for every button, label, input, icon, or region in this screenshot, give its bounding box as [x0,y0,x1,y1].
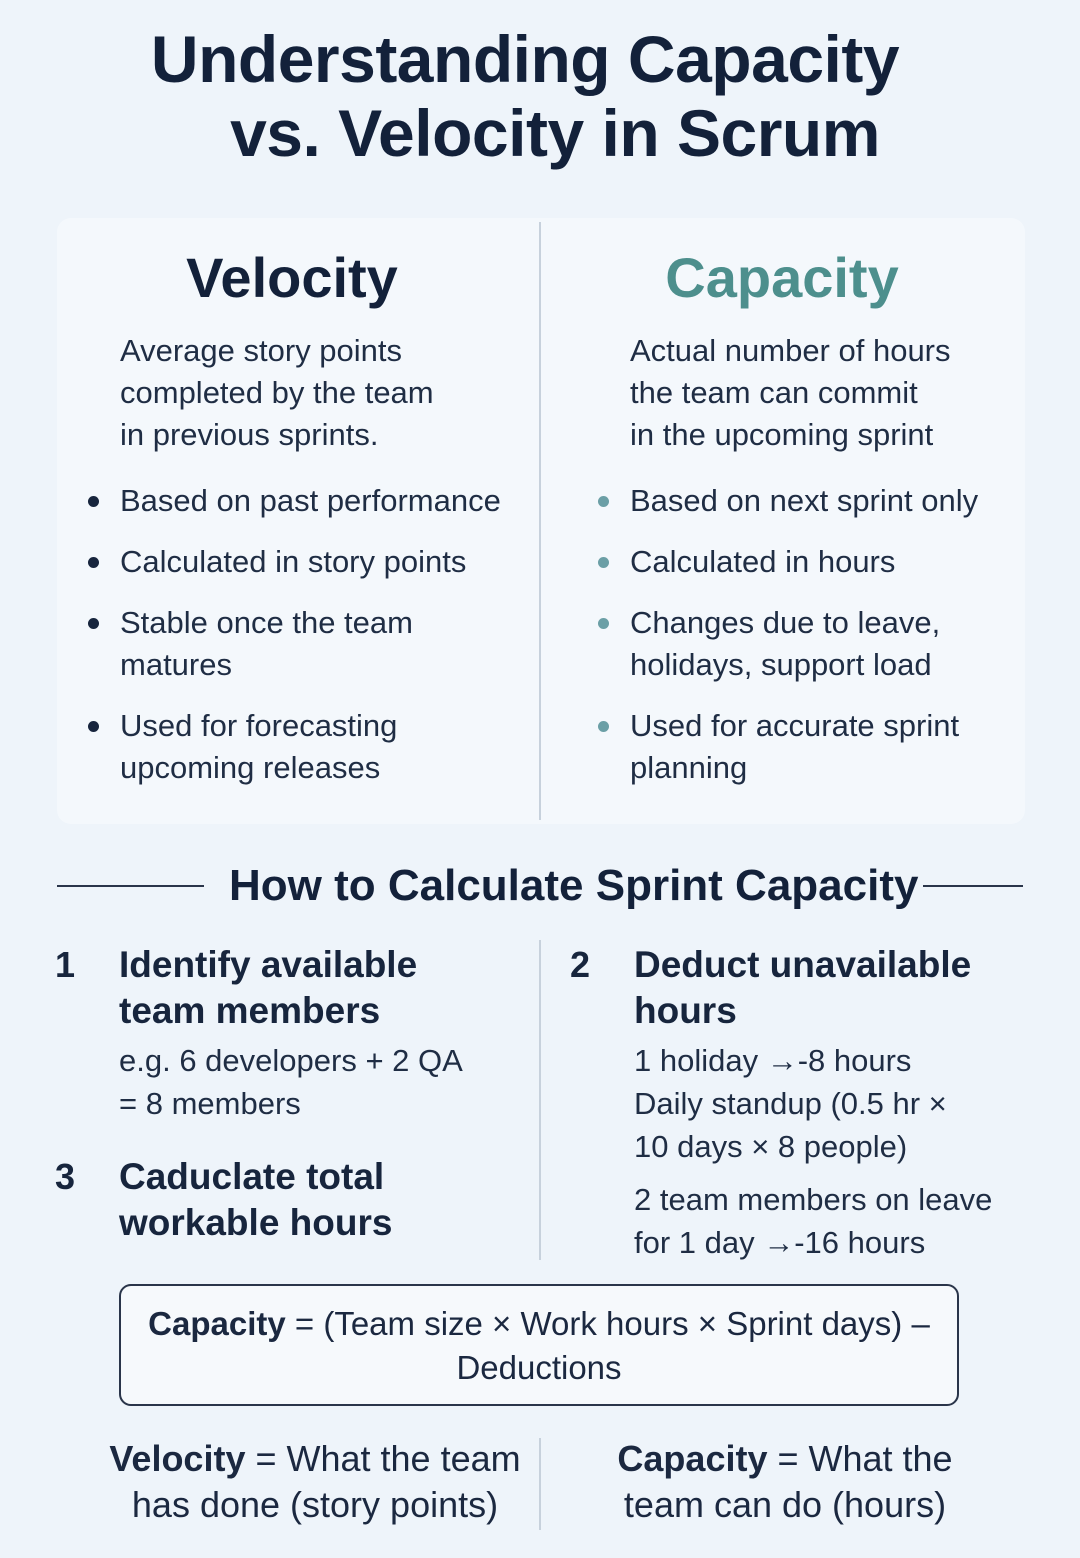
velocity-point: Stable once the team matures [57,602,530,686]
capacity-heading: Capacity [665,246,899,309]
comparison-divider [539,222,541,820]
step-body: e.g. 6 developers + 2 QA = 8 members [119,1043,463,1121]
bullet-icon [88,496,99,507]
step-heading: Deduct unavailable hours [634,944,972,1031]
velocity-heading: Velocity [186,246,398,309]
heading-rule-right [923,885,1023,887]
how-to-heading-text: How to Calculate Sprint Capacity [229,861,919,910]
step-number: 3 [55,1156,76,1197]
capacity-column [567,218,1025,808]
velocity-points [57,480,537,789]
step-heading: Identify available team members [119,944,418,1031]
step-body-extra: 2 team members on leave for 1 day →-16 hours [634,1182,993,1260]
title-line-2: vs. Velocity in Scrum [230,96,880,170]
comparison-card [57,218,1025,824]
formula-deductions: Deductions [456,1349,622,1386]
capacity-formula-box [119,1284,959,1406]
step-number: 1 [55,944,76,985]
bullet-icon [598,618,609,629]
velocity-summary: Velocity = What the team has done (story points) [109,1438,521,1525]
heading-rule-left [57,885,204,887]
velocity-point: Based on past performance [57,480,530,522]
capacity-point: Calculated in hours [567,541,1040,583]
velocity-point: Used for forecasting upcoming releases [57,705,530,789]
capacity-description: Actual number of hours the team can commit in the upcoming sprint [630,333,951,452]
velocity-point: Calculated in story points [57,541,530,583]
steps-divider [539,940,541,1260]
bullet-icon [88,721,99,732]
velocity-description: Average story points completed by the team in previous sprints. [120,333,434,452]
how-to-heading [57,856,1023,916]
step-number: 2 [570,944,591,985]
bullet-icon [88,618,99,629]
bullet-icon [598,721,609,732]
bullet-icon [88,557,99,568]
page-title [0,22,1080,170]
step-body: 1 holiday →-8 hours Daily standup (0.5 hr × 10 days × 8 people) [634,1043,947,1164]
capacity-summary: Capacity = What the team can do (hours) [617,1438,953,1525]
capacity-points [567,480,1025,789]
velocity-column [57,218,537,808]
capacity-point: Used for accurate sprint planning [567,705,1040,789]
formula-expression: = (Team size × Work hours × Sprint days) – [285,1305,930,1342]
summary-divider [539,1438,541,1530]
step-heading: Caduclate total workable hours [119,1156,393,1243]
formula-label: Capacity [148,1305,286,1342]
capacity-point: Changes due to leave, holidays, support load [567,602,1040,686]
bullet-icon [598,557,609,568]
bullet-icon [598,496,609,507]
capacity-point: Based on next sprint only [567,480,1040,522]
title-line-1: Understanding Capacity [150,22,900,96]
